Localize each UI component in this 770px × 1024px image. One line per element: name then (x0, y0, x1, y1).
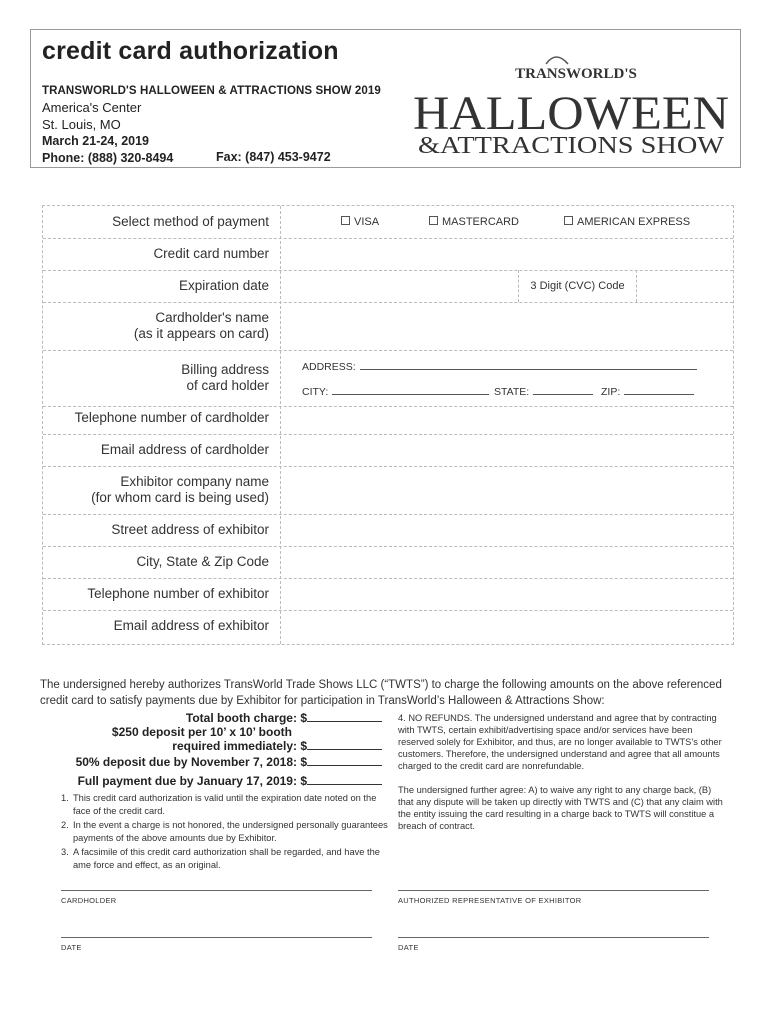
row-payment-method (43, 206, 733, 239)
address-field[interactable]: ADDRESS: (302, 360, 697, 373)
venue-name: America's Center (42, 100, 142, 115)
payment-method-label: Select method of payment (112, 214, 269, 229)
city-field[interactable]: CITY: (302, 385, 489, 398)
cardholder-email-label: Email address of cardholder (100, 442, 269, 457)
payment-form (42, 205, 734, 645)
term-item: 1. This credit card authorization is valid until the expiration date noted on the face of the credit card. (61, 793, 377, 816)
row-exhibitor-phone[interactable] (43, 578, 733, 611)
exhibitor-phone-label: Telephone number of exhibitor (87, 586, 269, 601)
expiration-label: Expiration date (178, 278, 269, 293)
booth-deposit[interactable]: $250 deposit per 10’ x 10’ booth required immediately: $ (112, 725, 382, 753)
card-number-label: Credit card number (153, 246, 269, 261)
cardholder-signature-line[interactable]: CARDHOLDER (61, 890, 372, 905)
total-booth-charge[interactable]: Total booth charge: $ (186, 711, 382, 725)
chargeback-text: The undersigned further agree: A) to waive any right to any charge back, (B) that any dispute will be taken up directly with TWTS and (C) that any claim with the entity issuing the card resulting in a charge back to TWTS will constitue a breach of contract. (398, 785, 723, 831)
row-cardholder-phone[interactable] (43, 406, 733, 435)
row-exhibitor-email[interactable] (43, 610, 733, 644)
header-box (30, 29, 741, 168)
amex-option[interactable]: AMERICAN EXPRESS (564, 216, 690, 228)
no-refunds-text: 4. NO REFUNDS. The undersigned understand and agree that by contracting with TWTS, certain exhibit/advertising space and/or services have been reserved solely for Exhibitor, and thus, are no longer available to TWTS’s other customers. Therefore, the undersigned understand and agree that all amounts charged to the credit card are nonrefundable. (398, 713, 722, 771)
row-exhibitor-street[interactable] (43, 514, 733, 547)
term-item: 3. A facsimile of this credit card authorization shall be regarded, and have the ame force and effect, as an original. (61, 847, 380, 870)
authorization-statement: The undersigned hereby authorizes TransWorld Trade Shows LLC (“TWTS”) to charge the following amounts on the above referenced credit card to satisfy payments due by Exhibitor for participation in TransWorld’s Halloween & Attractions Show: (40, 679, 722, 707)
row-cardholder-name[interactable] (43, 302, 733, 351)
logo-arc-icon (546, 57, 568, 64)
mastercard-option[interactable]: MASTERCARD (429, 216, 519, 228)
full-payment[interactable]: Full payment due by January 17, 2019: $ (78, 774, 382, 788)
logo-sub-text: &ATTRACTIONS SHOW (418, 133, 725, 159)
cardholder-name-label: Cardholder's name (as it appears on card) (133, 310, 269, 341)
cardholder-phone-label: Telephone number of cardholder (74, 410, 269, 425)
visa-option[interactable]: VISA (341, 216, 379, 228)
phone: Phone: (888) 320-8494 (42, 150, 174, 165)
exhibitor-company-label: Exhibitor company name (for whom card is being used) (91, 474, 269, 505)
exhibitor-email-label: Email address of exhibitor (113, 618, 269, 633)
halloween-show-logo (406, 40, 736, 160)
contact-info (42, 133, 173, 166)
logo-main-text: HALLOWEEN (413, 87, 729, 140)
row-expiration[interactable] (43, 270, 733, 303)
cardholder-date-line[interactable]: DATE (61, 937, 372, 952)
logo-top-text: TRANSWORLD'S (515, 66, 637, 82)
rep-signature-line[interactable]: AUTHORIZED REPRESENTATIVE OF EXHIBITOR (398, 890, 709, 905)
row-cardholder-email[interactable] (43, 434, 733, 467)
fax: Fax: (847) 453-9472 (216, 149, 331, 164)
refund-terms (398, 712, 728, 832)
form-title: credit card authorization (42, 37, 339, 65)
fifty-percent-deposit[interactable]: 50% deposit due by November 7, 2018: $ (76, 755, 382, 769)
show-dates: March 21-24, 2019 (42, 134, 150, 148)
row-city-state-zip[interactable] (43, 546, 733, 579)
visa-checkbox[interactable] (341, 216, 350, 225)
terms-list (61, 792, 391, 873)
billing-address-label: Billing address of card holder (181, 362, 269, 393)
city-state-zip-label: City, State & Zip Code (136, 554, 269, 569)
row-card-number[interactable] (43, 238, 733, 271)
zip-field[interactable]: ZIP: (601, 385, 694, 398)
cvc-label: 3 Digit (CVC) Code (518, 270, 637, 302)
row-billing-address (43, 350, 733, 407)
row-exhibitor-company[interactable] (43, 466, 733, 515)
exhibitor-street-label: Street address of exhibitor (111, 522, 269, 537)
amex-checkbox[interactable] (564, 216, 573, 225)
venue (42, 100, 141, 133)
show-name: TRANSWORLD'S HALLOWEEN & ATTRACTIONS SHOW 2019 (42, 85, 381, 97)
venue-city: St. Louis, MO (42, 116, 121, 132)
rep-date-line[interactable]: DATE (398, 937, 709, 952)
state-field[interactable]: STATE: (494, 385, 593, 398)
term-item: 2. In the event a charge is not honored, the undersigned personally guarantees payments of the above amounts due by Exhibitor. (61, 820, 388, 843)
mastercard-checkbox[interactable] (429, 216, 438, 225)
